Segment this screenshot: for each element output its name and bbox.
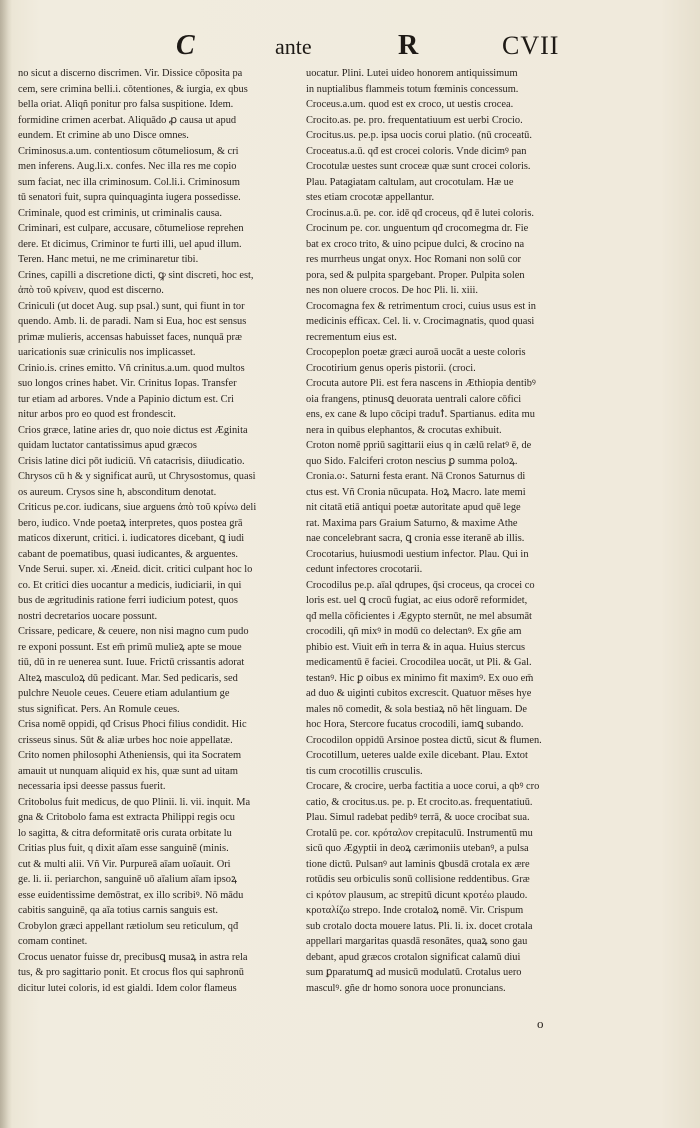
text-line: Crocotarius, huiusmodi uestium infector. Plau. Qui in: [306, 548, 529, 560]
text-line: maticos dixerunt, critici. i. iudicatores dicebant, ꝗ iudi: [18, 533, 245, 544]
text-line: nitur arbos pro eo quod est frondescit.: [18, 409, 176, 420]
text-line: Crios græce, latine aries dr, quo noie dictus est Æginita: [18, 424, 248, 436]
text-line: Crinio.is. crines emitto. Vñ crinitus.a.um. quod multos: [18, 362, 245, 374]
text-line: Crito nomen philosophi Atheniensis, qui ita Socratem: [18, 750, 242, 761]
text-line: pora, sed & pulpita spargebant. Proper. Pulpita solen: [306, 269, 525, 281]
text-line: medicamentū ē faciei. Crocodilea uocāt, ut Pli. & Gal.: [306, 657, 532, 668]
text-line: Crobylon græci appellant rætiolum seu reticulum, qđ: [18, 920, 239, 932]
text-line: Vnde Serui. super. xi. Æneid. dicit. critici culpant hoc lo: [18, 564, 253, 575]
text-line: κροταλίζω strepo. Inde crotaloꝝ nomē. Vir. Crispum: [306, 905, 524, 916]
text-line: necessaria ipsi deesse passus fuerit.: [18, 781, 166, 792]
text-line: hoc Hora, Stercore fucatus crocodili, iamꝗ subando.: [306, 719, 524, 730]
text-line: Crocomagna fex & retrimentum croci, cuius usus est in: [306, 300, 536, 312]
text-line: pulchre Neuole ceues. Ceuere etiam adulantium ge: [18, 688, 230, 699]
text-line: uaricationis suæ criniculis nos implicasset.: [18, 347, 196, 358]
text-line: cabitis sanguinē, qa aīa totius carnis sanguis est.: [18, 905, 218, 916]
text-line: ἀπὸ τοῦ κρίνειν, quod est discerno.: [18, 285, 164, 296]
text-line: appellari margaritas quasdā resonātes, quaꝝ sono gau: [306, 936, 528, 947]
signature-mark: o: [537, 1016, 544, 1031]
text-line: Crocopeplon poetæ græci auroā uocāt a ueste coloris: [306, 347, 526, 358]
text-line: oia frangens, ptinusꝗ deuorata uentrali calore cōfici: [306, 393, 522, 405]
text-line: tur etiam ad arbores. Vnde a Papinio dictum est. Cri: [18, 393, 234, 405]
text-line: Criticus pe.cor. iudicans, siue arguens ἀπὸ τοῦ κρίνω deli: [18, 502, 257, 513]
text-line: sum ꝑparatumꝗ ad musicū modulatū. Crotalus uero: [306, 967, 522, 978]
text-line: res murrheus ungat onyx. Hoc Romani non solū cor: [306, 254, 521, 265]
text-line: Crocotulæ uestes sunt croceæ quæ sunt crocei coloris.: [306, 161, 531, 172]
right-text-column: [306, 66, 594, 996]
text-line: Cronia.o꞉. Saturni festa erant. Nā Cronos Saturnus di: [306, 471, 526, 482]
text-line: uocatur. Plini. Lutei uideo honorem antiquissimum: [306, 68, 518, 79]
text-line: Croceatus.a.ū. qđ est crocei coloris. Vnde dicimꝰ pan: [306, 145, 527, 157]
text-line: Crocotirium genus operis pistorii. (croci.: [306, 362, 476, 374]
text-line: Criminale, quod est criminis, ut criminalis causa.: [18, 207, 223, 219]
text-line: amauit ut nunquam aliquid ex his, quæ sunt ad uitam: [18, 765, 238, 777]
running-header: [0, 28, 700, 60]
text-line: phibio est. Viuit em̄ in terra & in aqua. Huius stercus: [306, 641, 526, 653]
text-line: men inferens. Aug.li.x. confes. Nec illa res me copio: [18, 161, 237, 172]
text-line: bus de ægritudinis ratione ferri iudicium potest, quos: [18, 595, 238, 606]
text-line: Crocodilus pe.p. aīal qdrupes, q̄si croceus, qa crocei co: [306, 579, 535, 591]
text-line: loris est. uel ꝗ crocū fugiat, ac eius odorē reformidet,: [306, 595, 528, 606]
text-line: Crocinus.a.ū. pe. cor. idē qđ croceus, qđ ē lutei coloris.: [306, 207, 534, 219]
header-right-letter: R: [398, 30, 419, 61]
text-line: bero, iudico. Vnde poetaꝝ interpretes, quos postea grā: [18, 517, 243, 529]
text-line: Crisis latine dici pōt iudiciū. Vñ catacrisis, diiudicatio.: [18, 455, 245, 467]
text-line: Crines, capilli a discretione dicti, ꝙ sint discreti, hoc est,: [18, 269, 254, 281]
header-left-letter: C: [176, 30, 195, 61]
text-line: gna & Critobolo fama est extracta Philippi regis ocu: [18, 812, 235, 823]
text-line: quo Sido. Falciferi croton nescius ꝑ summa poloꝝ.: [306, 455, 518, 467]
text-line: sub crotalo docta mouere latus. Pli. li. ix. docet crotala: [306, 920, 533, 932]
text-line: Plau. Patagiatam caltulam, aut crocotulam. Hæ ue: [306, 176, 514, 188]
text-line: eundem. Et crimine ab uno Disce omnes.: [18, 130, 189, 141]
text-line: quendo. Amb. li. de paradi. Nam si Eua, hoc est sensus: [18, 316, 247, 327]
text-line: co. Et critici dies uocantur a medicis, iudiciarii, in qui: [18, 579, 242, 591]
text-line: masculꝰ. gñe dr homo sonora uoce pronuncians.: [306, 982, 506, 994]
text-line: Croton nomē ppriū sagittarii eius q in cælū relatꝰ ē, de: [306, 440, 532, 451]
text-line: ad duo & uiginti cubitos excrescit. Quatuor mēses hye: [306, 688, 532, 699]
text-line: recrementum eius est.: [306, 331, 397, 343]
text-line: rat. Maxima pars Graium Saturno, & maxime Athe: [306, 517, 518, 529]
text-line: dicitur lutei coloris, id est gialdi. Idem color flameus: [18, 982, 237, 994]
text-line: catio, & crocitus.us. pe. p. Et crocito.as. frequentatiuū.: [306, 796, 533, 808]
text-line: lo sagitta, & citra deformitatē oris curata orbitate lu: [18, 827, 232, 839]
text-line: sicū quo Ægyptii in deoꝝ cærimoniis utebanꝰ, a pulsa: [306, 843, 529, 854]
text-line: Criminari, est culpare, accusare, cōtumeliose reprehen: [18, 223, 244, 234]
text-line: Crocodilon oppidū Arsinoe postea dictū, sicut & flumen.: [306, 734, 542, 746]
text-line: esse euidentissime demōstrat, ex illo scribiꝰ. Nō mādu: [18, 889, 244, 901]
text-line: Plau. Simul radebat pedibꝰ terrā, & uoce crocibat sua.: [306, 812, 530, 823]
text-line: rotūdis seu orbiculis sonū collisione reddentibus. Græ: [306, 874, 530, 885]
text-line: nes non oluere crocos. De hoc Pli. li. xiii.: [306, 285, 478, 296]
text-line: Crocotillum, ueteres ualde exile dicebant. Plau. Extot: [306, 750, 528, 761]
text-line: Crisa nomē oppidi, qđ Crisus Phoci filius condidit. Hic: [18, 719, 247, 730]
text-line: Critobolus fuit medicus, de quo Plinii. li. vii. inquit. Ma: [18, 796, 251, 808]
text-line: Criminosus.a.um. contentiosum cōtumeliosum, & cri: [18, 145, 239, 157]
text-line: tiū, dū in re uenerea sunt. Iuue. Frictū crissantis adorat: [18, 657, 245, 668]
text-line: crisseus sinus. Sūt & aliæ urbes hoc noie appellatæ.: [18, 734, 233, 746]
text-line: testanꝰ. Hic ꝑ oibus ex minimo fit maximꝰ. Ex ouo em̄: [306, 672, 534, 684]
text-line: Crissare, pedicare, & ceuere, non nisi magno cum pudo: [18, 626, 249, 637]
text-line: stes etiam crocotæ appellantur.: [306, 192, 435, 203]
text-line: Critias plus fuit, q dixit aīam esse sanguinē (minis.: [18, 843, 229, 854]
text-line: Crocuta autore Pli. est fera nascens in Æthiopia dentibꝰ: [306, 378, 536, 389]
text-line: Croceus.a.um. quod est ex croco, ut uestis crocea.: [306, 99, 514, 110]
text-line: Chrysos cū h & y significat aurū, ut Chrysostomus, quasi: [18, 471, 256, 482]
page-gutter-shadow: [0, 0, 12, 1128]
text-line: primæ mulieris, accensas habuisset faces, nunquā præ: [18, 331, 242, 343]
text-line: comam continet.: [18, 936, 88, 947]
text-line: tū senatori fuit, supra quinquaginta iugera possedisse.: [18, 192, 241, 203]
text-line: tione dictū. Pulsanꝰ aut laminis ꝗbusdā crotala ex ære: [306, 858, 530, 870]
text-line: dere. Et dicimus, Criminor te furti illi, uel apud illum.: [18, 238, 242, 250]
folio-number: CVII: [502, 31, 560, 60]
text-line: debant, apud græcos crotalon significat calamū diui: [306, 951, 521, 963]
text-line: nit citatā etiā antiqui poetæ autoritate apud quē lege: [306, 502, 521, 513]
text-line: crocodili, qñ mixꝰ in modū co delectanꝰ. Ex gñe am: [306, 626, 522, 637]
text-line: stus significat. Pers. An Romule ceues.: [18, 703, 180, 715]
header-middle-word: ante: [275, 34, 312, 59]
text-line: ens, ex cane & lupo cōcipi traduꝉ. Spartianus. edita mu: [306, 409, 535, 420]
text-line: Teren. Hanc metui, ne me criminaretur tibi.: [18, 254, 199, 265]
text-line: nostri decretarios uocare possunt.: [18, 610, 158, 622]
text-line: cem, sere crimina belli.i. cōtentiones, & iurgia, ex qbus: [18, 83, 248, 95]
text-line: bat ex croco trito, & uino pcipue dulci, & crocino na: [306, 238, 525, 250]
text-line: re exponi possunt. Est em̄ primū mulieꝝ apte se moue: [18, 641, 242, 653]
text-line: bella oriat. Aliqñ ponitur pro falsa suspitione. Idem.: [18, 99, 234, 110]
text-line: tis cum crocotillis crusculis.: [306, 765, 423, 777]
text-line: nae concelebrant sacra, ꝗ cronia esse iteranē ab illis.: [306, 533, 525, 544]
text-line: ci κρότον plausum, ac strepitū dicunt κροτέω plaudo.: [306, 889, 528, 901]
text-line: Crocito.as. pe. pro. frequentatiuum est uerbi Crocio.: [306, 114, 523, 126]
text-line: medicinis efficax. Cel. li. v. Crocimagnatis, quod quasi: [306, 316, 535, 327]
text-line: Crocitus.us. pe.p. ipsa uocis corui platio. (nū croceatū.: [306, 130, 532, 141]
text-line: os aureum. Crysos sine h, absconditum denotat.: [18, 486, 217, 498]
text-line: quidam luctator cantatissimus apud græcos: [18, 440, 197, 451]
text-line: cedunt infectores crocotarii.: [306, 564, 423, 575]
text-line: ctus est. Vñ Cronia nūcupata. Hoꝝ Macro. late memi: [306, 486, 526, 498]
text-line: suo longos crines habet. Vir. Crinitus Iopas. Transfer: [18, 378, 237, 389]
text-line: cabant de poematibus, quasi iudicantes, & arguentes.: [18, 548, 238, 560]
left-text-column: [18, 66, 300, 996]
text-line: Crocare, & crocire, uerba factitia a uoce corui, a qbꝰ cro: [306, 781, 540, 792]
text-line: qđ mella cōficientes i Ægypto sternūt, ne mel absumāt: [306, 610, 532, 622]
text-line: ge. li. ii. periarchon, sanguinē uō aīalium aīam ipsoꝝ: [18, 874, 237, 885]
text-line: in nuptialibus flammeis totum fœminis concessum.: [306, 83, 519, 95]
text-line: Alteꝝ masculoꝝ dū pedicant. Mar. Sed pedicaris, sed: [18, 672, 238, 684]
text-line: formidine crimen acerbat. Aliquādo ꝓ causa ut apud: [18, 114, 237, 126]
text-line: nera in quibus elephantos, & crocutas exhibuit.: [306, 424, 502, 436]
text-line: Crocinum pe. cor. unguentum qđ crocomegma dr. Fie: [306, 223, 529, 234]
text-line: tus, & pro sagittario ponit. Et crocus flos qui saphronū: [18, 967, 244, 978]
text-line: cut & multi alii. Vñ Vir. Purpureā aīam uoīauit. Ori: [18, 858, 231, 870]
text-line: Crotalū pe. cor. κρόταλον crepitaculū. Instrumentū mu: [306, 827, 533, 839]
text-line: sum faciat, nec illa criminosum. Col.li.i. Criminosum: [18, 176, 240, 188]
text-line: males nō comedit, & sola bestiaꝝ nō hēt linguam. De: [306, 703, 527, 715]
text-line: no sicut a discerno discrimen. Vir. Dissice cōposita pa: [18, 68, 243, 79]
text-line: Criniculi (ut docet Aug. sup psal.) sunt, qui fiunt in tor: [18, 300, 245, 312]
text-line: Crocus uenator fuisse dr, precibusꝗ musaꝝ in astra rela: [18, 951, 248, 963]
